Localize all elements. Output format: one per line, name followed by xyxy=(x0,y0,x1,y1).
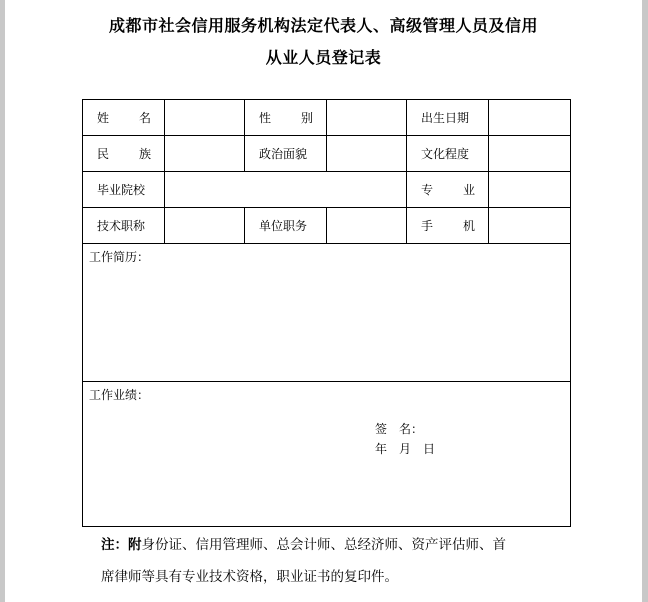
signature-area xyxy=(375,419,435,459)
label-political-status: 政治面貌 xyxy=(245,136,327,172)
footnote-prefix: 注：附 xyxy=(101,537,142,553)
footnote-text-1: 身份证、信用管理师、总会计师、总经济师、资产评估师、首 xyxy=(141,537,506,553)
label-gender-char-1: 性 xyxy=(259,111,272,125)
document-title-line-1: 成都市社会信用服务机构法定代表人、高级管理人员及信用 xyxy=(108,16,538,35)
field-phone[interactable] xyxy=(489,208,571,244)
label-education: 文化程度 xyxy=(407,136,489,172)
label-ethnicity xyxy=(83,136,165,172)
label-date: 年 月 日 xyxy=(375,442,436,456)
registration-form-table xyxy=(82,99,571,527)
form-row-4 xyxy=(83,208,571,244)
document-title-line-2: 从业人员登记表 xyxy=(265,48,382,67)
footnote-line-1 xyxy=(101,530,571,560)
field-position[interactable] xyxy=(327,208,407,244)
label-phone-char-1: 手 xyxy=(421,219,434,233)
field-gender[interactable] xyxy=(327,100,407,136)
field-ethnicity[interactable] xyxy=(165,136,245,172)
label-birthdate: 出生日期 xyxy=(407,100,489,136)
document-page xyxy=(5,0,642,602)
label-work-performance: 工作业绩： xyxy=(89,388,150,402)
field-education[interactable] xyxy=(489,136,571,172)
form-row-2 xyxy=(83,136,571,172)
field-name[interactable] xyxy=(165,100,245,136)
label-phone-char-2: 机 xyxy=(463,219,476,233)
label-name-char-2: 名 xyxy=(139,111,152,125)
label-ethnicity-char-1: 民 xyxy=(97,147,110,161)
label-title: 技术职称 xyxy=(83,208,165,244)
form-row-1 xyxy=(83,100,571,136)
form-row-work-history xyxy=(83,244,571,382)
label-major-char-2: 业 xyxy=(463,183,476,197)
field-birthdate[interactable] xyxy=(489,100,571,136)
field-political-status[interactable] xyxy=(327,136,407,172)
label-phone xyxy=(407,208,489,244)
label-signature: 签 名： xyxy=(375,422,424,436)
label-major xyxy=(407,172,489,208)
label-position: 单位职务 xyxy=(245,208,327,244)
label-name xyxy=(83,100,165,136)
form-row-work-performance xyxy=(83,382,571,527)
label-school: 毕业院校 xyxy=(83,172,165,208)
label-gender xyxy=(245,100,327,136)
field-work-history[interactable] xyxy=(83,244,571,382)
field-major[interactable] xyxy=(489,172,571,208)
form-row-3 xyxy=(83,172,571,208)
label-ethnicity-char-2: 族 xyxy=(139,147,152,161)
footnote-line-2: 席律师等具有专业技术资格，职业证书的复印件。 xyxy=(101,569,398,585)
label-gender-char-2: 别 xyxy=(301,111,314,125)
field-work-performance[interactable] xyxy=(83,382,571,527)
field-title[interactable] xyxy=(165,208,245,244)
label-major-char-1: 专 xyxy=(421,183,434,197)
label-work-history: 工作简历： xyxy=(89,250,150,264)
label-name-char-1: 姓 xyxy=(97,111,110,125)
field-school[interactable] xyxy=(165,172,407,208)
